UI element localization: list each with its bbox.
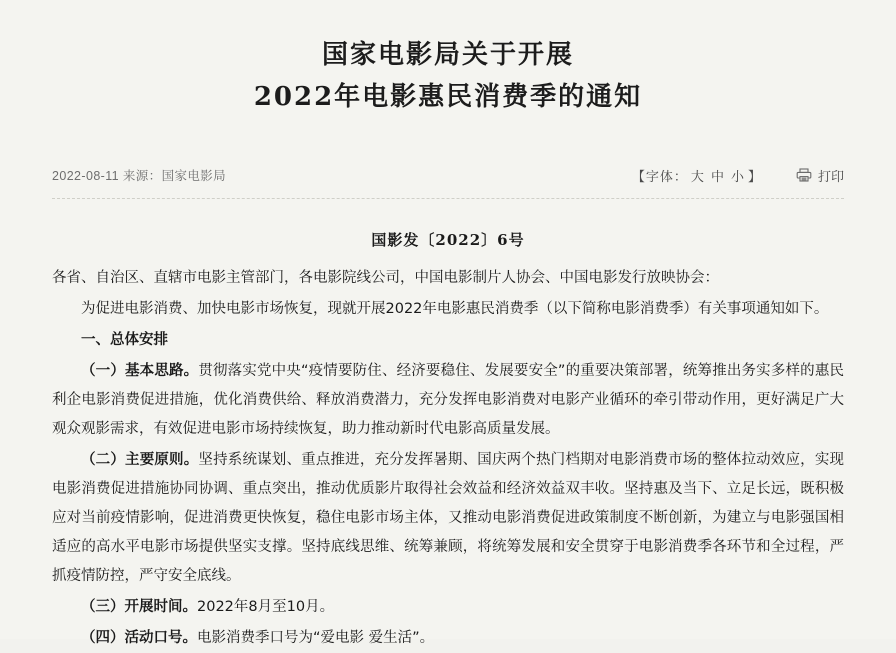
font-size-label-close: 】 bbox=[747, 168, 762, 184]
print-label: 打印 bbox=[817, 168, 844, 184]
section-1-title: 一、总体安排 bbox=[81, 332, 168, 348]
item-3-heading: （三）开展时间。 bbox=[81, 599, 197, 615]
item-3-text: 2022年8月至10月。 bbox=[197, 599, 335, 615]
page-title bbox=[52, 0, 844, 118]
publish-date-source: 2022-08-11 来源：国家电影局 bbox=[52, 169, 227, 183]
print-button[interactable] bbox=[796, 166, 844, 185]
font-size-large-button[interactable]: 大 bbox=[690, 168, 705, 184]
title-line-2: 2022年电影惠民消费季的通知 bbox=[253, 82, 643, 112]
item-1-heading: （一）基本思路。 bbox=[81, 363, 199, 379]
item-4-text: 电影消费季口号为“爱电影 爱生活”。 bbox=[197, 630, 435, 646]
font-size-label-open: 【字体： bbox=[631, 168, 688, 184]
font-size-small-button[interactable]: 小 bbox=[730, 168, 745, 184]
document-number: 国影发〔2022〕6号 bbox=[371, 231, 525, 249]
title-line-1: 国家电影局关于开展 bbox=[321, 40, 574, 70]
item-2-heading: （二）主要原则。 bbox=[81, 452, 199, 468]
document-body bbox=[52, 264, 844, 653]
item-1-paragraph bbox=[52, 357, 844, 444]
item-2-text: 坚持系统谋划、重点推进，充分发挥暑期、国庆两个热门档期对电影消费市场的整体拉动效应，实现电影消费促进措施协同协调、重点突出，推动优质影片取得社会效益和经济效益双丰收。坚持惠及当下、立足长远，既积极应对当前疫情影响，促进消费更快恢复，稳住电影市场主体，又推动电影消费促进政策制度不断创新，为建立与电影强国相适应的高水平电影市场提供坚实支撑。坚持底线思维、统筹兼顾，将统筹发展和安全贯穿于电影消费季各环节和全过程，严抓疫情防控，严守安全底线。 bbox=[52, 452, 845, 584]
addressee-paragraph: 各省、自治区、直辖市电影主管部门，各电影院线公司，中国电影制片人协会、中国电影发行放映协会： bbox=[52, 270, 719, 286]
item-2-paragraph bbox=[52, 446, 844, 591]
printer-icon bbox=[796, 168, 812, 182]
item-3-paragraph bbox=[52, 593, 844, 622]
font-size-medium-button[interactable]: 中 bbox=[710, 168, 725, 184]
item-1-text: 贯彻落实党中央“疫情要防住、经济要稳住、发展要安全”的重要决策部署，统筹推出务实多样的惠民利企电影消费促进措施，优化消费供给、释放消费潜力，充分发挥电影消费对电影产业循环的牵引带动作用，更好满足广大观众观影需求，有效促进电影市场持续恢复，助力推动新时代电影高质量发展。 bbox=[52, 363, 844, 437]
meta-bar bbox=[52, 158, 844, 199]
font-size-control bbox=[632, 166, 762, 185]
preamble-paragraph: 为促进电影消费、加快电影市场恢复，现就开展2022年电影惠民消费季（以下简称电影消费季）有关事项通知如下。 bbox=[81, 301, 829, 317]
meta-tools bbox=[632, 166, 844, 185]
item-4-heading: （四）活动口号。 bbox=[81, 630, 197, 646]
